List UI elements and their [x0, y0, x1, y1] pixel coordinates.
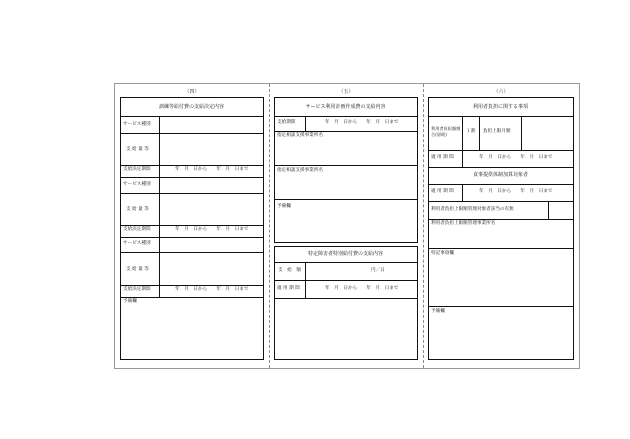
plan-fee-panel [274, 97, 418, 243]
period-label-2: 支給決定期間 [123, 227, 151, 232]
amount-label-3: 支 給 量 等 [126, 267, 149, 272]
period-label: 支給期間 [277, 120, 296, 125]
meal-period-value: 年 月 日から 年 月 日まで [479, 189, 553, 194]
meal-period-label: 適 用 期 間 [431, 189, 454, 194]
period-label-1: 支給決定期間 [123, 167, 151, 172]
amount-label-1: 支 給 量 等 [126, 147, 149, 152]
burden-limit-label: 負担上限月額 [483, 129, 511, 134]
office-label-1: 指定相談支援事業所名 [277, 133, 323, 138]
meal-title: 食事提供体制加算対象者 [472, 172, 528, 178]
amount-label-2: 支 給 量 等 [126, 207, 149, 212]
period-value: 年 月 日から 年 月 日まで [325, 120, 399, 125]
burden-ratio-value: １割 [466, 129, 476, 134]
notes-label: 予備欄 [123, 299, 137, 304]
period-value-3: 年 月 日から 年 月 日まで [175, 287, 249, 292]
notes-label: 予備欄 [431, 309, 445, 314]
column-heading-5: （五） [338, 89, 354, 95]
user-burden-panel [428, 97, 574, 360]
period-label-3: 支給決定期間 [123, 287, 151, 292]
applicable-period-label: 適 用 期 間 [431, 155, 454, 160]
manage-applicable-label: 利用者負担上限額管理対象者該当の有無 [431, 207, 514, 212]
burden-ratio-label: 利用者負担額割合(原則) [431, 126, 461, 137]
column-heading-6: （六） [493, 89, 509, 95]
panel-title: 利用者負担に関する事項 [472, 104, 528, 110]
office-label-2: 指定相談支援事業所名 [277, 168, 323, 173]
amount-unit: 円／日 [371, 268, 385, 273]
amount-label: 支 給 額 [278, 268, 301, 273]
panel-title: サービス利用計画作成費の支給内容 [305, 104, 386, 110]
applicable-period-value: 年 月 日から 年 月 日まで [479, 155, 553, 160]
service-type-label-2: サービス種別 [123, 182, 151, 187]
period-value-2: 年 月 日から 年 月 日まで [175, 227, 249, 232]
special-notes-label: 特記事項欄 [431, 251, 454, 256]
applicable-period-value: 年 月 日から 年 月 日まで [325, 286, 399, 291]
panel-title: 訓練等給付費の支給決定内容 [158, 104, 224, 110]
manage-office-label: 利用者負担上限額管理事業所名 [431, 221, 496, 226]
fold-line-1 [269, 84, 270, 368]
notes-label: 予備欄 [277, 204, 291, 209]
panel-title: 特定障害者特別給付費の支給内容 [307, 251, 383, 257]
fold-line-2 [423, 84, 424, 368]
special-benefit-panel [274, 246, 418, 360]
period-value-1: 年 月 日から 年 月 日まで [175, 167, 249, 172]
applicable-period-label: 適 用 期 間 [277, 286, 300, 291]
service-type-label-3: サービス種別 [123, 241, 151, 246]
column-heading-4: （四） [184, 89, 200, 95]
training-benefit-panel [120, 97, 264, 360]
service-type-label-1: サービス種別 [123, 122, 151, 127]
